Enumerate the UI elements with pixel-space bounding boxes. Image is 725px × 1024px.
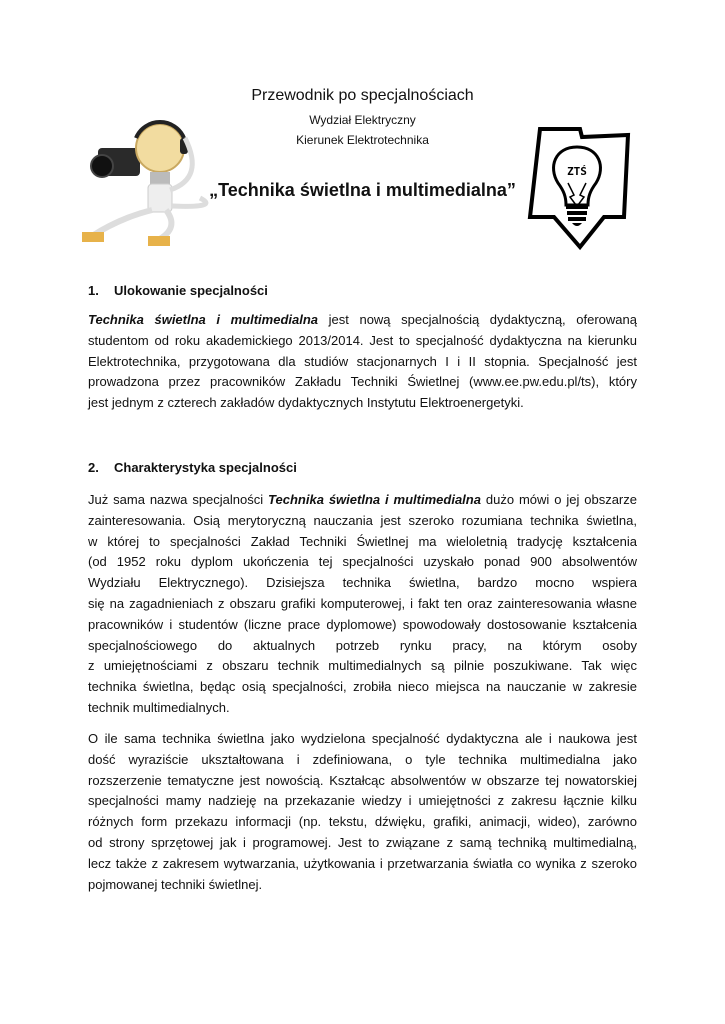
text-segment: jest nową specjalnością dydaktyczną, oferowaną — [318, 312, 637, 327]
specialization-title: „Technika świetlna i multimedialna” — [209, 180, 516, 200]
faculty-name: Wydział Elektryczny — [309, 113, 416, 127]
section-heading-location — [88, 283, 268, 298]
text-line: technik multimedialnych. — [88, 699, 230, 715]
field-of-study: Kierunek Elektrotechnika — [296, 133, 429, 147]
text-line: Elektrotechnika, przygotowana dla studiów stacjonarnych I i II stopnia. Specjalność jest — [88, 353, 637, 369]
text-line: (od 1952 roku dyplom ukończenia tej specjalności uzyskało ponad 900 absolwentów — [88, 554, 637, 570]
text-line: pojmowanej techniki świetlnej. — [88, 876, 263, 892]
text-line: dość wyraziście ukształtowana i zdefiniowana, o tyle technika multimedialna jako — [88, 751, 637, 767]
section-number: 2. — [88, 460, 99, 475]
text-line — [88, 310, 637, 331]
emphasized-specialization-name: Technika świetlna i multimedialna — [88, 312, 319, 327]
text-line: lecz także z zakresem wytwarzania, użytkowania i przetwarzania światła co wynika z szeroko — [88, 855, 637, 871]
text-line: studentom od roku akademickiego 2013/2014. Jest to specjalność dydaktyczna na kierunku — [88, 332, 637, 348]
paragraph-characteristics-1 — [88, 490, 637, 719]
lightbulb-figure-illustration — [80, 118, 230, 258]
text-line: jest jednym z czterech zakładów dydaktycznych Instytutu Elektroenergetyki. — [88, 395, 524, 411]
section-title: Charakterystyka specjalności — [114, 460, 297, 475]
logo-text: ZTŚ — [567, 165, 587, 178]
text-line: technika świetlna, będąc osią specjalności, zrobiła nieco miejsca na nauczanie w zakresie — [88, 679, 637, 695]
text-segment: Już sama nazwa specjalności — [88, 492, 269, 507]
emphasized-specialization-name: Technika świetlna i multimedialna — [268, 492, 481, 507]
text-line: się na zagadnieniach z obszaru grafiki komputerowej, i fakt ten oraz zainteresowania własne — [88, 595, 637, 611]
text-line: specjalnościowego do aktualnych potrzeb rynku pracy, na którym osoby — [88, 637, 637, 653]
text-line: od strony sprzętowej jak i programowej. Jest to związane z samą techniką multimedialną, — [88, 834, 637, 850]
text-line: zainteresowania. Osią merytoryczną nauczania jest szeroko rozumiana technika świetlna, — [88, 512, 637, 528]
text-line: z umiejętnościami z obszaru technik multimedialnych są pilnie poszukiwane. Tak więc — [88, 658, 637, 674]
paragraph-location — [88, 310, 637, 414]
section-title: Ulokowanie specjalności — [114, 283, 268, 298]
text-line: w której to specjalności Zakład Techniki Świetlnej ma wieloletnią tradycję kształcenia — [88, 533, 637, 549]
text-line: rozszerzenie tematyczne jest nowością. Kształcąc absolwentów w obszarze tej nowatorskiej — [88, 772, 637, 788]
text-line: Wydziału Elektrycznego). Dzisiejsza technika świetlna, bardzo mocno wspiera — [88, 575, 637, 591]
document-title: Przewodnik po specjalnościach — [251, 87, 474, 104]
zts-logo — [520, 125, 635, 253]
text-line: specjalności mamy nadzieję na przekazanie wiedzy i umiejętności z zakresu łącznie kilku — [88, 793, 637, 809]
text-segment: dużo mówi o jej obszarze — [480, 492, 637, 507]
paragraph-characteristics-2 — [88, 729, 637, 895]
text-line — [88, 490, 637, 511]
section-number: 1. — [88, 283, 99, 298]
text-line: O ile sama technika świetlna jako wydzielona specjalność dydaktyczna ale i naukowa jest — [88, 731, 637, 746]
text-line: prowadzona przez pracowników Zakładu Techniki Świetlnej (www.ee.pw.edu.pl/ts), który — [88, 374, 637, 390]
text-line: różnych form przekazu informacji (np. tekstu, dźwięku, grafiki, animacji, wideo), zarówno — [88, 814, 637, 830]
text-line: pracowników i studentów (liczne prace dyplomowe) spowodowały dostosowanie kształcenia — [88, 616, 637, 632]
section-heading-characteristics — [88, 460, 297, 475]
